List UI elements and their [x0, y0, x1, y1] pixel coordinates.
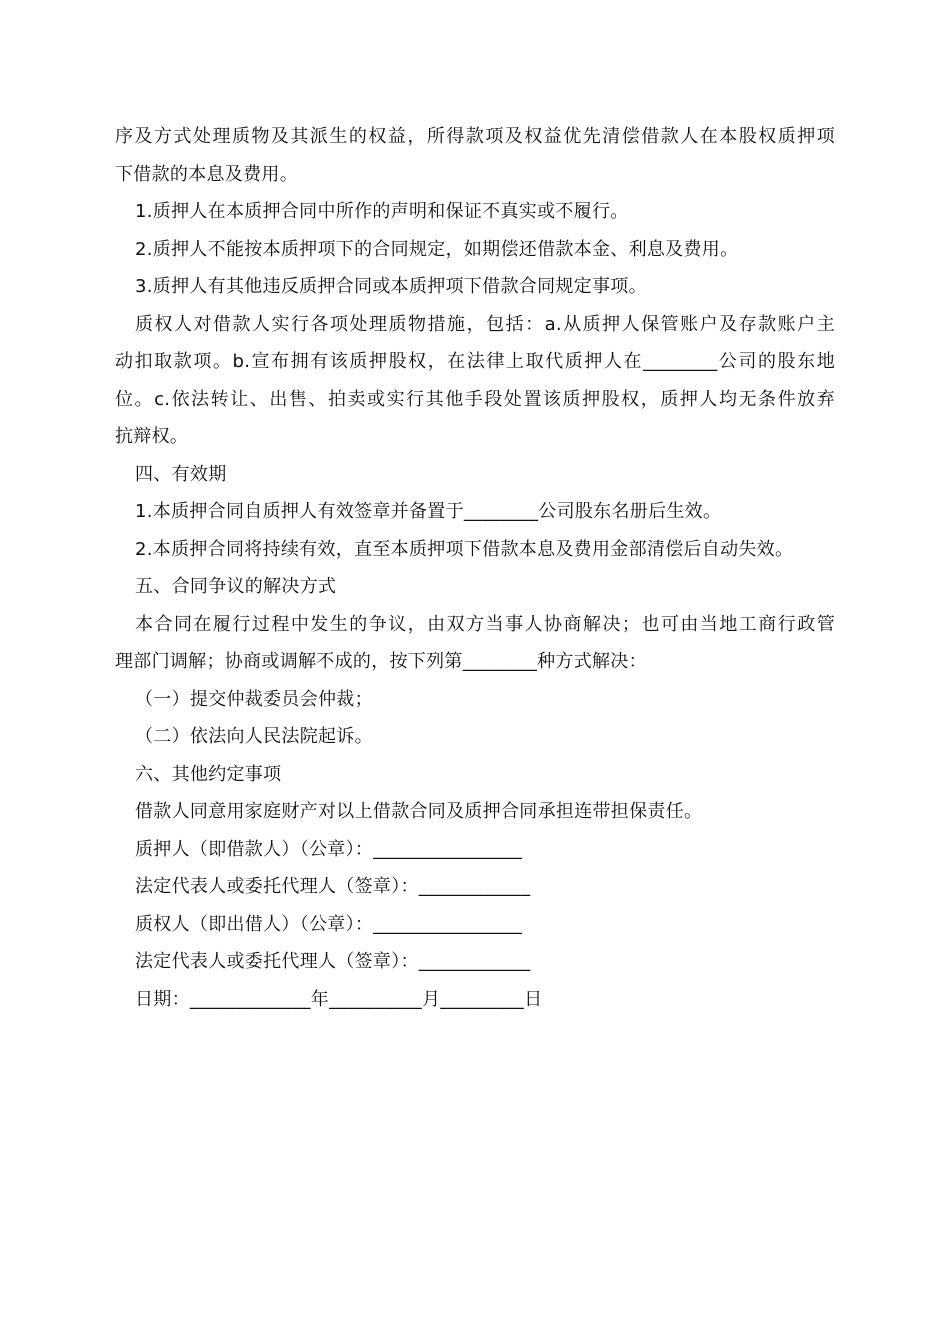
option-item: （二）依法向人民法院起诉。: [135, 726, 373, 747]
signature-line: 法定代表人或委托代理人（签章）：____________: [135, 951, 531, 972]
signature-line: 质权人（即出借人）（公章）：________________: [135, 913, 522, 935]
paragraph-line: 质权人对借款人实行各项处理质物措施，包括：a.从质押人保管账户及存款账户主: [135, 313, 835, 335]
paragraph-line: 抗辩权。: [115, 426, 189, 447]
paragraph-line: 理部门调解；协商或调解不成的，按下列第________种方式解决：: [115, 651, 647, 672]
paragraph-line: 序及方式处理质物及其派生的权益，所得款项及权益优先清偿借款人在本股权质押项: [115, 126, 835, 147]
section-heading: 四、有效期: [135, 463, 227, 485]
paragraph-line: 借款人同意用家庭财产对以上借款合同及质押合同承担连带担保责任。: [135, 801, 703, 822]
document-page: [115, 118, 835, 1018]
date-line: 日期：_____________年__________月_________日: [135, 988, 543, 1010]
paragraph-line: 下借款的本息及费用。: [115, 163, 298, 185]
paragraph-line: 本合同在履行过程中发生的争议，由双方当事人协商解决；也可由当地工商行政管: [135, 613, 835, 635]
list-item: 2.本质押合同将持续有效，直至本质押项下借款本息及费用金部清偿后自动失效。: [135, 538, 794, 560]
list-item: 1.本质押合同自质押人有效签章并备置于________公司股东名册后生效。: [135, 501, 722, 522]
paragraph-line: 位。c.依法转让、出售、拍卖或实行其他手段处置该质押股权，质押人均无条件放弃: [115, 388, 835, 410]
section-heading: 五、合同争议的解决方式: [135, 576, 337, 597]
signature-line: 法定代表人或委托代理人（签章）：____________: [135, 876, 531, 897]
list-item: 2.质押人不能按本质押项下的合同规定，如期偿还借款本金、利息及费用。: [135, 238, 739, 260]
signature-line: 质押人（即借款人）（公章）：________________: [135, 838, 522, 860]
section-heading: 六、其他约定事项: [135, 763, 282, 785]
list-item: 3.质押人有其他违反质押合同或本质押项下借款合同规定事项。: [135, 276, 647, 297]
list-item: 1.质押人在本质押合同中所作的声明和保证不真实或不履行。: [135, 201, 629, 222]
option-item: （一）提交仲裁委员会仲裁；: [135, 688, 373, 710]
paragraph-line: 动扣取款项。b.宣布拥有该质押股权，在法律上取代质押人在________公司的股东地: [115, 351, 835, 372]
